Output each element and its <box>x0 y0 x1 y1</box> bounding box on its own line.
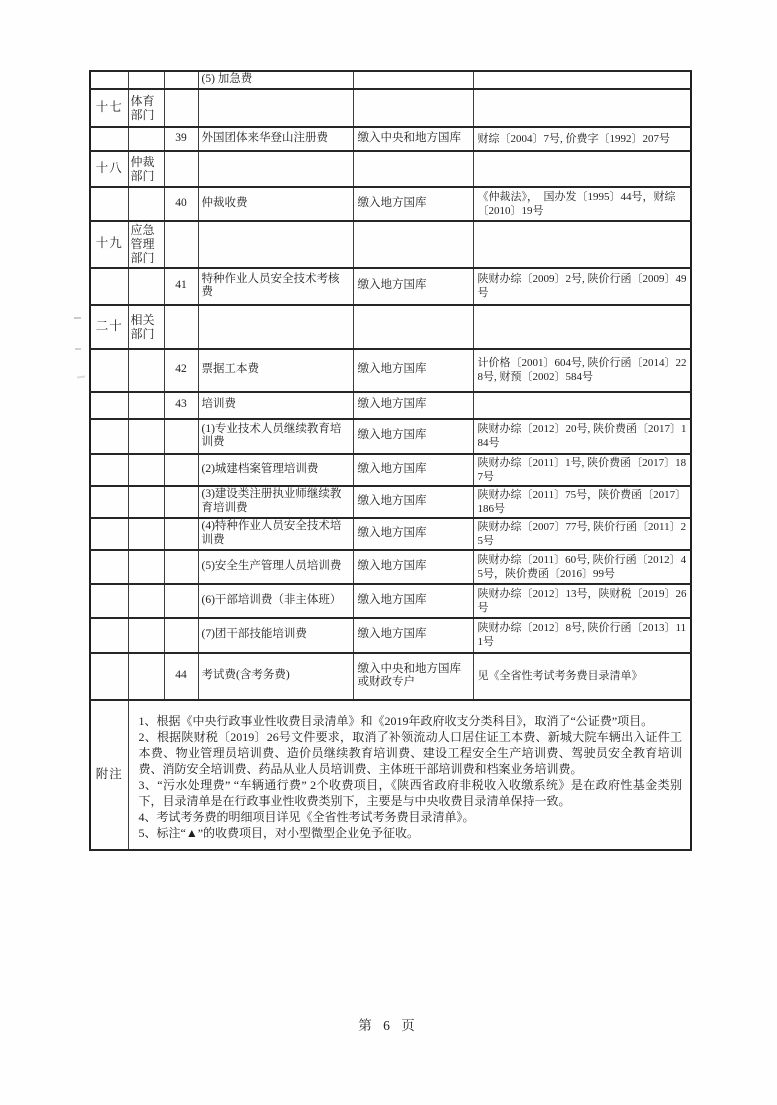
basis-cell <box>473 305 691 349</box>
treasury-cell: 缴入中央和地方国库 <box>353 127 473 151</box>
fee-name-cell: 特种作业人员安全技术考核费 <box>198 268 353 305</box>
seq-cell <box>164 584 198 618</box>
seq-cell <box>164 221 198 268</box>
page-number: 第 6 页 <box>358 1018 419 1033</box>
table-row <box>90 486 691 518</box>
seq-cell: 42 <box>164 349 198 392</box>
basis-cell: 财综〔2004〕7号, 价费字〔1992〕207号 <box>473 127 691 151</box>
fee-name-cell: (5)安全生产管理人员培训费 <box>198 550 353 584</box>
table-row <box>90 71 691 89</box>
fee-name-cell: (4)特种作业人员安全技术培训费 <box>198 518 353 550</box>
dept-cell <box>128 486 164 518</box>
group-cell <box>90 653 128 700</box>
group-cell: 二十 <box>90 305 128 349</box>
seq-cell: 39 <box>164 127 198 151</box>
seq-cell <box>164 419 198 454</box>
dept-cell: 相关部门 <box>128 305 164 349</box>
fee-name-cell: (1)专业技术人员继续教育培训费 <box>198 419 353 454</box>
seq-cell <box>164 71 198 89</box>
basis-cell: 陕财办综〔2012〕8号, 陕价行函〔2013〕111号 <box>473 618 691 653</box>
treasury-cell <box>353 71 473 89</box>
group-cell <box>90 349 128 392</box>
dept-cell <box>128 71 164 89</box>
basis-cell: 陕财办综〔2011〕1号, 陕价费函〔2017〕187号 <box>473 454 691 486</box>
treasury-cell: 缴入地方国库 <box>353 550 473 584</box>
table-row <box>90 584 691 618</box>
basis-cell: 陕财办综〔2009〕2号, 陕价行函〔2009〕49号 <box>473 268 691 305</box>
notes-row <box>90 700 691 850</box>
dept-cell <box>128 392 164 419</box>
note-item: 1、根据《中央行政事业性收费目录清单》和《2019年政府收支分类科目》，取消了“公证费”项目。 <box>138 713 654 728</box>
group-cell <box>90 486 128 518</box>
group-cell: 十九 <box>90 221 128 268</box>
treasury-cell: 缴入地方国库 <box>353 618 473 653</box>
basis-cell: 《仲裁法》， 国办发〔1995〕44号，财综〔2010〕19号 <box>473 187 691 221</box>
fee-name-cell <box>198 89 353 127</box>
dept-cell: 体育部门 <box>128 89 164 127</box>
seq-cell <box>164 89 198 127</box>
group-cell <box>90 584 128 618</box>
note-item: 2、根据陕财税〔2019〕26号文件要求，取消了补领流动人口居住证工本费、新城大院车辆出入证件工本费、物业管理员培训费、造价员继续教育培训费、建设工程安全生产培训费、驾驶员安全教育培训费、消防安全培训费、药品从业人员培训费、主体班干部培训费和档案业务培训费。 <box>138 729 682 776</box>
seq-cell <box>164 486 198 518</box>
treasury-cell: 缴入地方国库 <box>353 268 473 305</box>
dept-cell: 应急管理部门 <box>128 221 164 268</box>
treasury-cell: 缴入地方国库 <box>353 349 473 392</box>
dept-cell <box>128 584 164 618</box>
group-cell <box>90 71 128 89</box>
treasury-cell: 缴入地方国库 <box>353 419 473 454</box>
dept-cell <box>128 653 164 700</box>
table-row <box>90 89 691 127</box>
dept-cell <box>128 268 164 305</box>
table-row <box>90 618 691 653</box>
notes-label-cell: 附注 <box>90 700 128 850</box>
seq-cell: 40 <box>164 187 198 221</box>
table-row <box>90 127 691 151</box>
dept-cell <box>128 454 164 486</box>
basis-cell: 计价格〔2001〕604号, 陕价行函〔2014〕228号, 财预〔2002〕584号 <box>473 349 691 392</box>
scan-artifact <box>77 375 85 378</box>
dept-cell <box>128 550 164 584</box>
table-row <box>90 392 691 419</box>
seq-cell <box>164 618 198 653</box>
dept-cell <box>128 349 164 392</box>
fee-name-cell: (6)干部培训费（非主体班） <box>198 584 353 618</box>
seq-cell: 44 <box>164 653 198 700</box>
basis-cell: 陕财办综〔2007〕77号, 陕价行函〔2011〕25号 <box>473 518 691 550</box>
fee-name-cell <box>198 151 353 187</box>
seq-cell <box>164 305 198 349</box>
fee-name-cell <box>198 305 353 349</box>
note-item: 5、标注“▲”的收费项目，对小型微型企业免予征收。 <box>138 825 420 840</box>
group-cell <box>90 518 128 550</box>
treasury-cell: 缴入地方国库 <box>353 454 473 486</box>
table-row <box>90 454 691 486</box>
treasury-cell: 缴入地方国库 <box>353 392 473 419</box>
note-item: 3、“污水处理费” “车辆通行费” 2个收费项目，《陕西省政府非税收入收缴系统》是在政府性基金类别下，目录清单是在行政事业性收费类别下，主要是与中央收费目录清单保持一致。 <box>138 777 682 808</box>
table-row <box>90 653 691 700</box>
treasury-cell: 缴入地方国库 <box>353 486 473 518</box>
group-cell: 十八 <box>90 151 128 187</box>
fee-name-cell: (5) 加急费 <box>198 71 353 89</box>
fee-name-cell: (3)建设类注册执业师继续教育培训费 <box>198 486 353 518</box>
basis-cell: 陕财办综〔2012〕13号，陕财税〔2019〕26号 <box>473 584 691 618</box>
dept-cell <box>128 127 164 151</box>
dept-cell <box>128 187 164 221</box>
seq-cell: 43 <box>164 392 198 419</box>
seq-cell <box>164 454 198 486</box>
table-row <box>90 305 691 349</box>
group-cell <box>90 127 128 151</box>
fee-name-cell: (2)城建档案管理培训费 <box>198 454 353 486</box>
treasury-cell: 缴入地方国库 <box>353 518 473 550</box>
seq-cell <box>164 550 198 584</box>
seq-cell <box>164 518 198 550</box>
note-item: 4、考试考务费的明细项目详见《全省性考试考务费目录清单》。 <box>138 809 475 824</box>
dept-cell <box>128 518 164 550</box>
fee-name-cell: 票据工本费 <box>198 349 353 392</box>
basis-cell <box>473 151 691 187</box>
treasury-cell: 缴入地方国库 <box>353 187 473 221</box>
table-row <box>90 349 691 392</box>
fee-name-cell <box>198 221 353 268</box>
treasury-cell <box>353 89 473 127</box>
treasury-cell: 缴入地方国库 <box>353 584 473 618</box>
basis-cell <box>473 89 691 127</box>
group-cell <box>90 268 128 305</box>
treasury-cell <box>353 151 473 187</box>
table-row <box>90 187 691 221</box>
group-cell <box>90 454 128 486</box>
basis-cell: 陕财办综〔2011〕75号，陕价费函〔2017〕186号 <box>473 486 691 518</box>
seq-cell: 41 <box>164 268 198 305</box>
table-row <box>90 268 691 305</box>
dept-cell: 仲裁部门 <box>128 151 164 187</box>
basis-cell <box>473 71 691 89</box>
fee-name-cell: 仲裁收费 <box>198 187 353 221</box>
group-cell <box>90 392 128 419</box>
scan-artifact <box>446 813 448 823</box>
table-row <box>90 550 691 584</box>
table-row <box>90 221 691 268</box>
group-cell <box>90 618 128 653</box>
group-cell: 十七 <box>90 89 128 127</box>
fee-name-cell: 外国团体来华登山注册费 <box>198 127 353 151</box>
treasury-cell <box>353 221 473 268</box>
table-row <box>90 151 691 187</box>
fee-name-cell: (7)团干部技能培训费 <box>198 618 353 653</box>
group-cell <box>90 550 128 584</box>
fee-name-cell: 培训费 <box>198 392 353 419</box>
table-row <box>90 419 691 454</box>
basis-cell: 陕财办综〔2011〕60号, 陕价行函〔2012〕45号，陕价费函〔2016〕99号 <box>473 550 691 584</box>
basis-cell: 见《全省性考试考务费目录清单》 <box>473 653 691 700</box>
fee-catalog-table <box>89 70 692 851</box>
group-cell <box>90 419 128 454</box>
fee-name-cell: 考试费(含考务费) <box>198 653 353 700</box>
dept-cell <box>128 419 164 454</box>
scan-artifact <box>74 317 81 319</box>
table-row <box>90 518 691 550</box>
basis-cell <box>473 221 691 268</box>
dept-cell <box>128 618 164 653</box>
basis-cell: 陕财办综〔2012〕20号, 陕价费函〔2017〕184号 <box>473 419 691 454</box>
seq-cell <box>164 151 198 187</box>
scan-artifact <box>75 348 81 350</box>
notes-content-cell <box>128 700 691 850</box>
treasury-cell <box>353 305 473 349</box>
basis-cell <box>473 392 691 419</box>
treasury-cell: 缴入中央和地方国库或财政专户 <box>353 653 473 700</box>
group-cell <box>90 187 128 221</box>
